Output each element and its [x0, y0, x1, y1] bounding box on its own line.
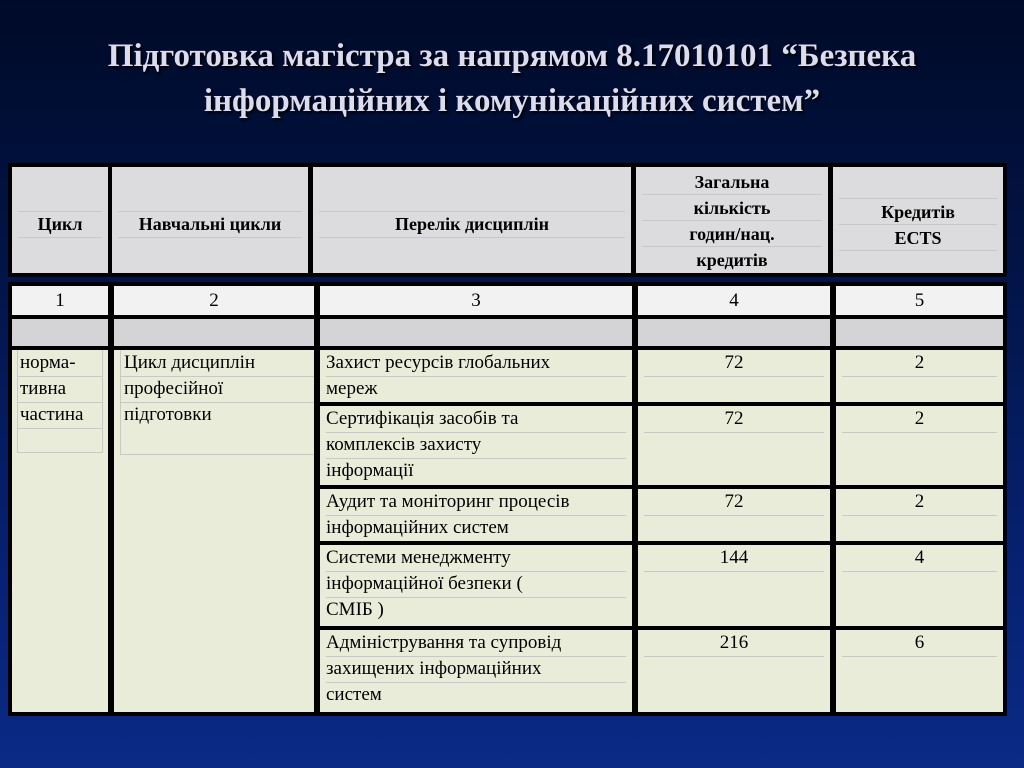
col-number-4: 4: [729, 290, 739, 311]
col-number-cell-2: [114, 286, 314, 315]
header-credits-line-1: Кредитів: [881, 202, 955, 222]
study-cycle-line-2: професійної: [124, 378, 224, 399]
hours-3: 72: [724, 491, 744, 512]
credits-2: 2: [914, 408, 925, 429]
header-hours-cell: [636, 167, 828, 273]
empty-row-cell-4: [638, 319, 830, 346]
cycle-cell: [12, 350, 108, 712]
hours-cell-4: [638, 545, 830, 626]
col-number-1: 1: [55, 290, 65, 311]
header-cycle: Цикл: [37, 214, 83, 234]
hours-cell-5: [638, 630, 830, 712]
discipline-cell-4: [320, 545, 632, 626]
discipline-cell-3: [320, 489, 632, 541]
cycle-line-1: норма-: [20, 352, 76, 373]
slide-title-line-2: інформаційних і комунікаційних систем”: [203, 83, 821, 119]
header-disciplines-cell: [313, 167, 631, 273]
discipline-1-line-1: Захист ресурсів глобальних: [326, 352, 551, 373]
discipline-2-line-1: Сертифікація засобів та: [326, 408, 519, 429]
discipline-4-line-3: СМІБ ): [326, 599, 384, 620]
header-hours-line-2: кількість: [693, 198, 771, 218]
credits-1: 2: [914, 352, 925, 373]
discipline-4-line-1: Системи менеджменту: [326, 547, 511, 568]
study-cycle-line-1: Цикл дисциплін: [124, 352, 256, 373]
discipline-5-line-3: систем: [326, 684, 382, 705]
body-table: [8, 282, 1007, 716]
study-cycle-line-3: підготовки: [124, 404, 212, 425]
header-hours-line-3: годин/нац.: [689, 224, 775, 244]
col-number-cell-1: [12, 286, 108, 315]
header-hours-line-4: кредитів: [696, 250, 768, 270]
discipline-cell-1: [320, 350, 632, 402]
cycle-line-2: тивна: [20, 378, 67, 399]
credits-3: 2: [914, 491, 925, 512]
credits-cell-1: [836, 350, 1003, 402]
credits-4: 4: [914, 547, 925, 568]
empty-row-cell-5: [836, 319, 1003, 346]
discipline-2-line-2: комплексів захисту: [326, 434, 482, 455]
empty-row-cell-1: [12, 319, 108, 346]
header-study-cycles-cell: [112, 167, 308, 273]
hours-5: 216: [719, 632, 749, 653]
discipline-5-line-1: Адміністрування та супровід: [326, 632, 562, 653]
header-cycle-cell: [12, 167, 108, 273]
header-hours-line-1: Загальна: [694, 172, 770, 192]
header-disciplines: Перелік дисциплін: [394, 214, 549, 234]
header-study-cycles: Навчальні цикли: [138, 214, 282, 234]
hours-cell-3: [638, 489, 830, 541]
cycle-line-3: частина: [20, 404, 84, 425]
discipline-cell-5: [320, 630, 632, 712]
credits-cell-5: [836, 630, 1003, 712]
discipline-2-line-3: інформації: [326, 460, 414, 481]
col-number-cell-5: [836, 286, 1003, 315]
hours-cell-1: [638, 350, 830, 402]
discipline-3-line-2: інформаційних систем: [326, 517, 509, 538]
col-number-2: 2: [209, 290, 219, 311]
discipline-1-line-2: мереж: [326, 378, 378, 399]
empty-row-cell-3: [320, 319, 632, 346]
credits-5: 6: [914, 632, 925, 653]
slide-title: [0, 34, 1024, 124]
col-number-3: 3: [471, 290, 481, 311]
discipline-cell-2: [320, 406, 632, 485]
credits-cell-4: [836, 545, 1003, 626]
discipline-3-line-1: Аудит та моніторинг процесів: [326, 491, 570, 512]
hours-cell-2: [638, 406, 830, 485]
hours-4: 144: [719, 547, 749, 568]
header-credits-cell: [833, 167, 1003, 273]
header-table: [8, 163, 1007, 277]
credits-cell-2: [836, 406, 1003, 485]
col-number-5: 5: [914, 290, 925, 311]
hours-2: 72: [724, 408, 744, 429]
hours-1: 72: [724, 352, 744, 373]
study-cycle-cell: [114, 350, 314, 712]
col-number-cell-3: [320, 286, 632, 315]
credits-cell-3: [836, 489, 1003, 541]
slide-title-line-1: Підготовка магістра за напрямом 8.17010101 “Безпека: [107, 38, 917, 74]
discipline-4-line-2: інформаційної безпеки (: [326, 573, 523, 594]
col-number-cell-4: [638, 286, 830, 315]
empty-row-cell-2: [114, 319, 314, 346]
discipline-5-line-2: захищених інформаційних: [326, 658, 542, 679]
header-credits-line-2: ECTS: [894, 228, 942, 248]
